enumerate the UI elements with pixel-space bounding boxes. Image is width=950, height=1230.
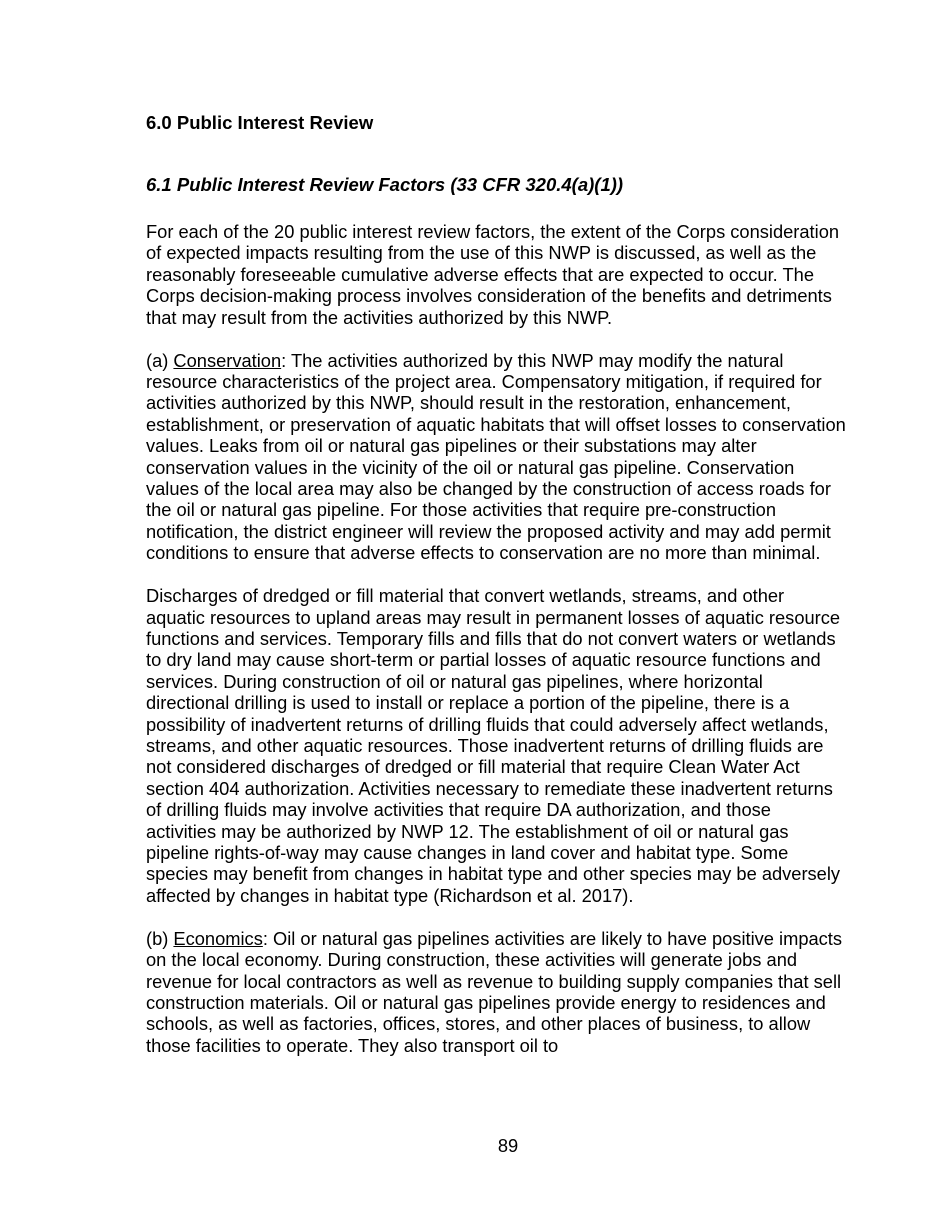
- conservation-text: : The activities authorized by this NWP may modify the natural resource characteristics of the project area. Compensatory mitigation, if required for activities authorized by this NWP, should result in the restoration, enhancement, establishment, or preservation of aquatic habitats that will offset losses to conservation values. Leaks from oil or natural gas pipelines or their substations may alter conservation values in the vicinity of the oil or natural gas pipeline. Conservation values of the local area may also be changed by the construction of access roads for the oil or natural gas pipeline. For those activities that require pre-construction notification, the district engineer will review the proposed activity and may add permit conditions to ensure that adverse effects to conservation are no more than minimal.: [146, 349, 846, 564]
- economics-text: : Oil or natural gas pipelines activities are likely to have positive impacts on the local economy. During construction, these activities will generate jobs and revenue for local contractors as well as revenue to building supply companies that sell construction materials. Oil or natural gas pipelines provide energy to residences and schools, as well as factories, offices, stores, and other places of business, to allow those facilities to operate. They also transport oil to: [146, 927, 843, 1056]
- paragraph-conservation: [146, 350, 846, 564]
- paragraph-intro: For each of the 20 public interest review factors, the extent of the Corps consideration of expected impacts resulting from the use of this NWP is discussed, as well as the reasonably foreseeable cumulative adverse effects that are expected to occur. The Corps decision-making process involves consideration of the benefits and detriments that may result from the activities authorized by this NWP.: [146, 221, 840, 328]
- document-body: [146, 221, 846, 1078]
- subsection-title: 6.1 Public Interest Review Factors (33 CFR 320.4(a)(1)): [146, 174, 624, 195]
- paragraph-economics: [146, 928, 846, 1056]
- page-number: 89: [497, 1135, 519, 1156]
- conservation-term: Conservation: [173, 349, 282, 371]
- section-title: 6.0 Public Interest Review: [146, 112, 374, 133]
- conservation-prefix: (a): [146, 349, 174, 371]
- paragraph-discharges: Discharges of dredged or fill material that convert wetlands, streams, and other aquatic resources to upland areas may result in permanent losses of aquatic resource functions and services. Temporary fills and fills that do not convert waters or wetlands to dry land may cause short-term or partial losses of aquatic resource functions and services. During construction of oil or natural gas pipelines, where horizontal directional drilling is used to install or replace a portion of the pipeline, there is a possibility of inadvertent returns of drilling fluids that could adversely affect wetlands, streams, and other aquatic resources. Those inadvertent returns of drilling fluids are not considered discharges of dredged or fill material that require Clean Water Act section 404 authorization. Activities necessary to remediate these inadvertent returns of drilling fluids may involve activities that require DA authorization, and those activities may be authorized by NWP 12. The establishment of oil or natural gas pipeline rights-of-way may cause changes in land cover and habitat type. Some species may benefit from changes in habitat type and other species may be adversely affected by changes in habitat type (Richardson et al. 2017).: [146, 585, 841, 906]
- economics-term: Economics: [173, 927, 263, 949]
- economics-prefix: (b): [146, 927, 174, 949]
